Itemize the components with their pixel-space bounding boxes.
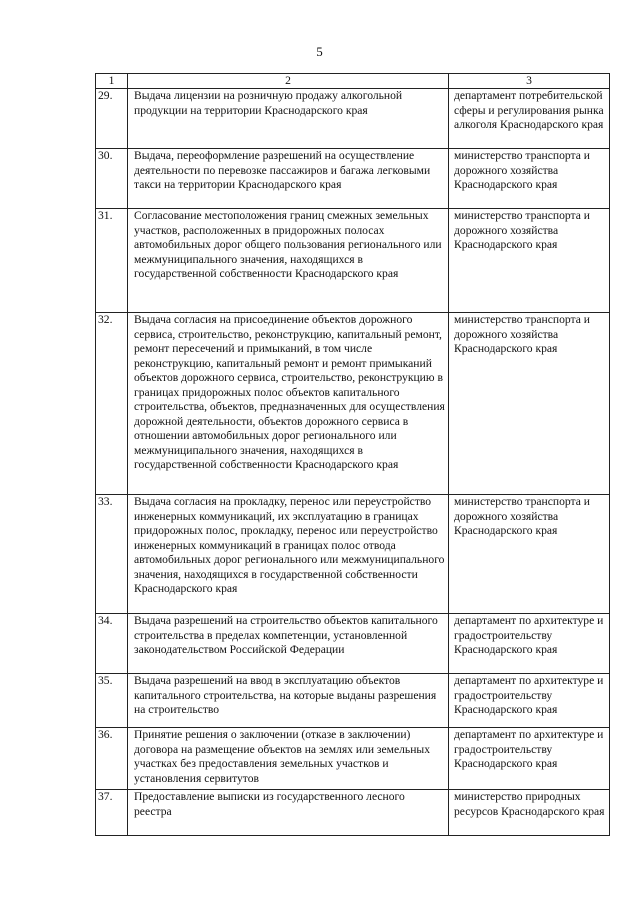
row-number: 35. [96, 674, 128, 728]
table-row [96, 495, 610, 614]
responsible-authority: департамент по архитектуре и градостроительству Краснодарского края [449, 674, 610, 728]
table-row [96, 790, 610, 836]
service-name: Выдача согласия на присоединение объектов дорожного сервиса, строительство, реконструкцию, капитальный ремонт, ремонт пересечений и примыканий, в том числе реконструкцию, капитальный ремонт и ремонт примыканий объектов дорожного сервиса, строительство, реконструкцию в границах придорожных полос объектов капитального строительства, объектов, предназначенных для осуществления дорожной деятельности, объектов дорожного сервиса в отношении автомобильных дорог регионального или межмуниципального значения, находящихся в государственной собственности Краснодарского края [128, 313, 449, 495]
service-name: Выдача разрешений на строительство объектов капитального строительства в пределах компетенции, установленной законодательством Российской Федерации [128, 614, 449, 674]
page-number: 5 [316, 44, 323, 59]
responsible-authority: департамент по архитектуре и градостроительству Краснодарского края [449, 614, 610, 674]
responsible-authority: министерство транспорта и дорожного хозяйства Краснодарского края [449, 149, 610, 209]
table-row [96, 149, 610, 209]
table-row [96, 674, 610, 728]
row-number: 37. [96, 790, 128, 836]
table-row [96, 313, 610, 495]
table-header-row [96, 74, 610, 89]
row-number: 32. [96, 313, 128, 495]
service-name: Выдача согласия на прокладку, перенос или переустройство инженерных коммуникаций, их эксплуатацию в границах придорожных полос, прокладку, перенос или переустройство инженерных коммуникаций в границах полос отвода автомобильных дорог регионального или межмуниципального значения, находящихся в государственной собственности Краснодарского края [128, 495, 449, 614]
header-col-number: 1 [96, 74, 128, 89]
services-table [95, 73, 610, 836]
responsible-authority: департамент потребительской сферы и регулирования рынка алкоголя Краснодарского края [449, 89, 610, 149]
responsible-authority: министерство транспорта и дорожного хозяйства Краснодарского края [449, 495, 610, 614]
table-row [96, 614, 610, 674]
service-name: Предоставление выписки из государственного лесного реестра [128, 790, 449, 836]
service-name: Согласование местоположения границ смежных земельных участков, расположенных в придорожных полосах автомобильных дорог общего пользования регионального или межмуниципального значения, находящихся в государственной собственности Краснодарского края [128, 209, 449, 313]
header-col-service: 2 [128, 74, 449, 89]
row-number: 31. [96, 209, 128, 313]
responsible-authority: департамент по архитектуре и градостроительству Краснодарского края [449, 728, 610, 790]
row-number: 33. [96, 495, 128, 614]
table-row [96, 89, 610, 149]
row-number: 29. [96, 89, 128, 149]
service-name: Выдача, переоформление разрешений на осуществление деятельности по перевозке пассажиров и багажа легковыми такси на территории Краснодарского края [128, 149, 449, 209]
responsible-authority: министерство транспорта и дорожного хозяйства Краснодарского края [449, 313, 610, 495]
row-number: 36. [96, 728, 128, 790]
service-name: Принятие решения о заключении (отказе в заключении) договора на размещение объектов на землях или земельных участках без предоставления земельных участков и установления сервитутов [128, 728, 449, 790]
service-name: Выдача лицензии на розничную продажу алкогольной продукции на территории Краснодарского края [128, 89, 449, 149]
row-number: 30. [96, 149, 128, 209]
header-col-authority: 3 [449, 74, 610, 89]
table-row [96, 728, 610, 790]
table-row [96, 209, 610, 313]
service-name: Выдача разрешений на ввод в эксплуатацию объектов капитального строительства, на которые выданы разрешения на строительство [128, 674, 449, 728]
row-number: 34. [96, 614, 128, 674]
responsible-authority: министерство транспорта и дорожного хозяйства Краснодарского края [449, 209, 610, 313]
responsible-authority: министерство природных ресурсов Краснодарского края [449, 790, 610, 836]
